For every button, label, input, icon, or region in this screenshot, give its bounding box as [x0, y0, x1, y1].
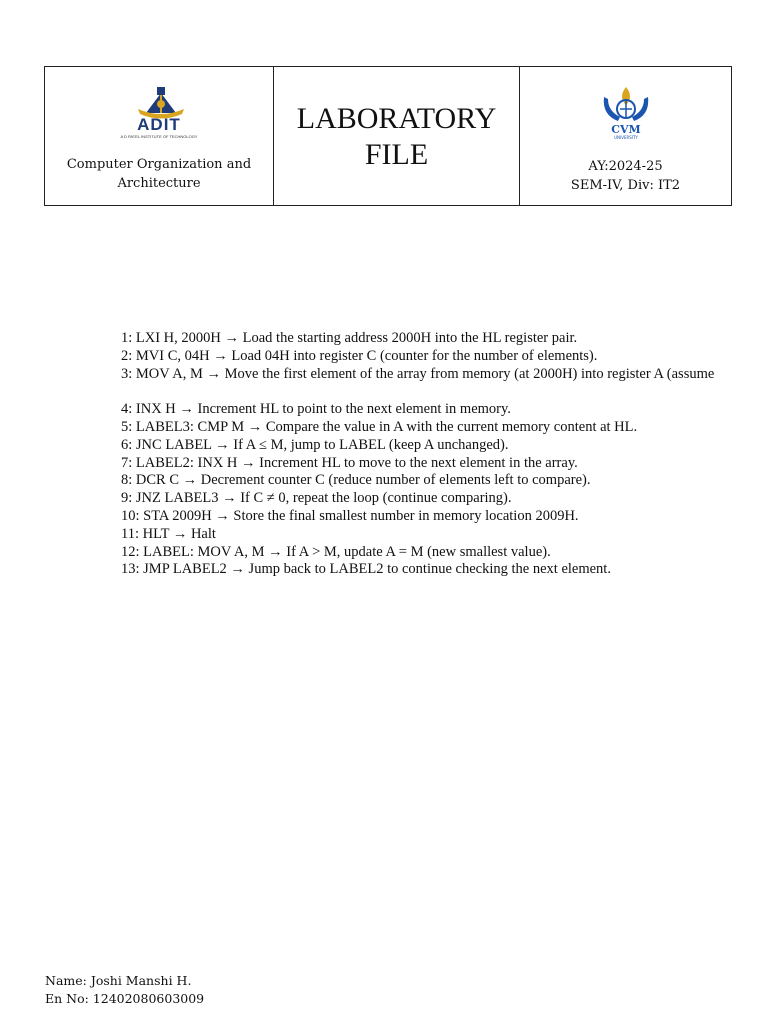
title-line-1: LABORATORY [296, 102, 497, 135]
step-gap [121, 383, 761, 401]
step-line: 4: INX H → Increment HL to point to the next element in memory. [121, 401, 511, 418]
adit-logo-text: ADIT [137, 115, 181, 134]
step-line: 6: JNC LABEL → If A ≤ M, jump to LABEL (keep A unchanged). [121, 436, 509, 453]
step-line: 1: LXI H, 2000H → Load the starting address 2000H into the HL register pair. [121, 330, 578, 346]
course-name: Computer Organization and Architecture [66, 157, 252, 191]
step-line: 13: JMP LABEL2 → Jump back to LABEL2 to continue checking the next element. [121, 561, 611, 578]
cvm-logo-text: CVM [611, 123, 641, 136]
step-line: 5: LABEL3: CMP M → Compare the value in A with the current memory content at HL. [121, 418, 638, 435]
academic-info [520, 157, 731, 195]
document-title [274, 101, 519, 173]
step-line: 2: MVI C, 04H → Load 04H into register C (counter for the number of elements). [121, 347, 598, 364]
program-steps [121, 330, 761, 579]
enrollment-number: En No: 12402080603009 [45, 991, 205, 1006]
step-line: 10: STA 2009H → Store the final smallest number in memory location 2009H. [121, 507, 579, 524]
step-line: 8: DCR C → Decrement counter C (reduce number of elements left to compare). [121, 472, 591, 489]
semester-division: SEM-IV, Div: IT2 [570, 178, 681, 193]
footer [45, 972, 204, 1008]
header-right-cell [520, 67, 731, 205]
title-line-2: FILE [364, 138, 429, 171]
cvm-logo-icon [598, 83, 654, 141]
adit-logo-subtitle: A D PATEL INSTITUTE OF TECHNOLOGY [120, 134, 198, 139]
header-table [44, 66, 732, 206]
step-line: 3: MOV A, M → Move the first element of the array from memory (at 2000H) into register A (assume [121, 365, 715, 382]
step-line: 7: LABEL2: INX H → Increment HL to move to the next element in the array. [121, 454, 578, 471]
student-name: Name: Joshi Manshi H. [45, 973, 192, 988]
header-middle-cell [274, 67, 520, 205]
header-left-cell [45, 67, 274, 205]
step-line: 11: HLT → Halt [121, 525, 216, 542]
step-line: 12: LABEL: MOV A, M → If A > M, update A = M (new smallest value). [121, 543, 551, 560]
step-line: 9: JNZ LABEL3 → If C ≠ 0, repeat the loop (continue comparing). [121, 490, 512, 507]
academic-year: AY:2024-25 [588, 159, 663, 174]
cvm-logo-subtitle: UNIVERSITY [614, 135, 638, 140]
